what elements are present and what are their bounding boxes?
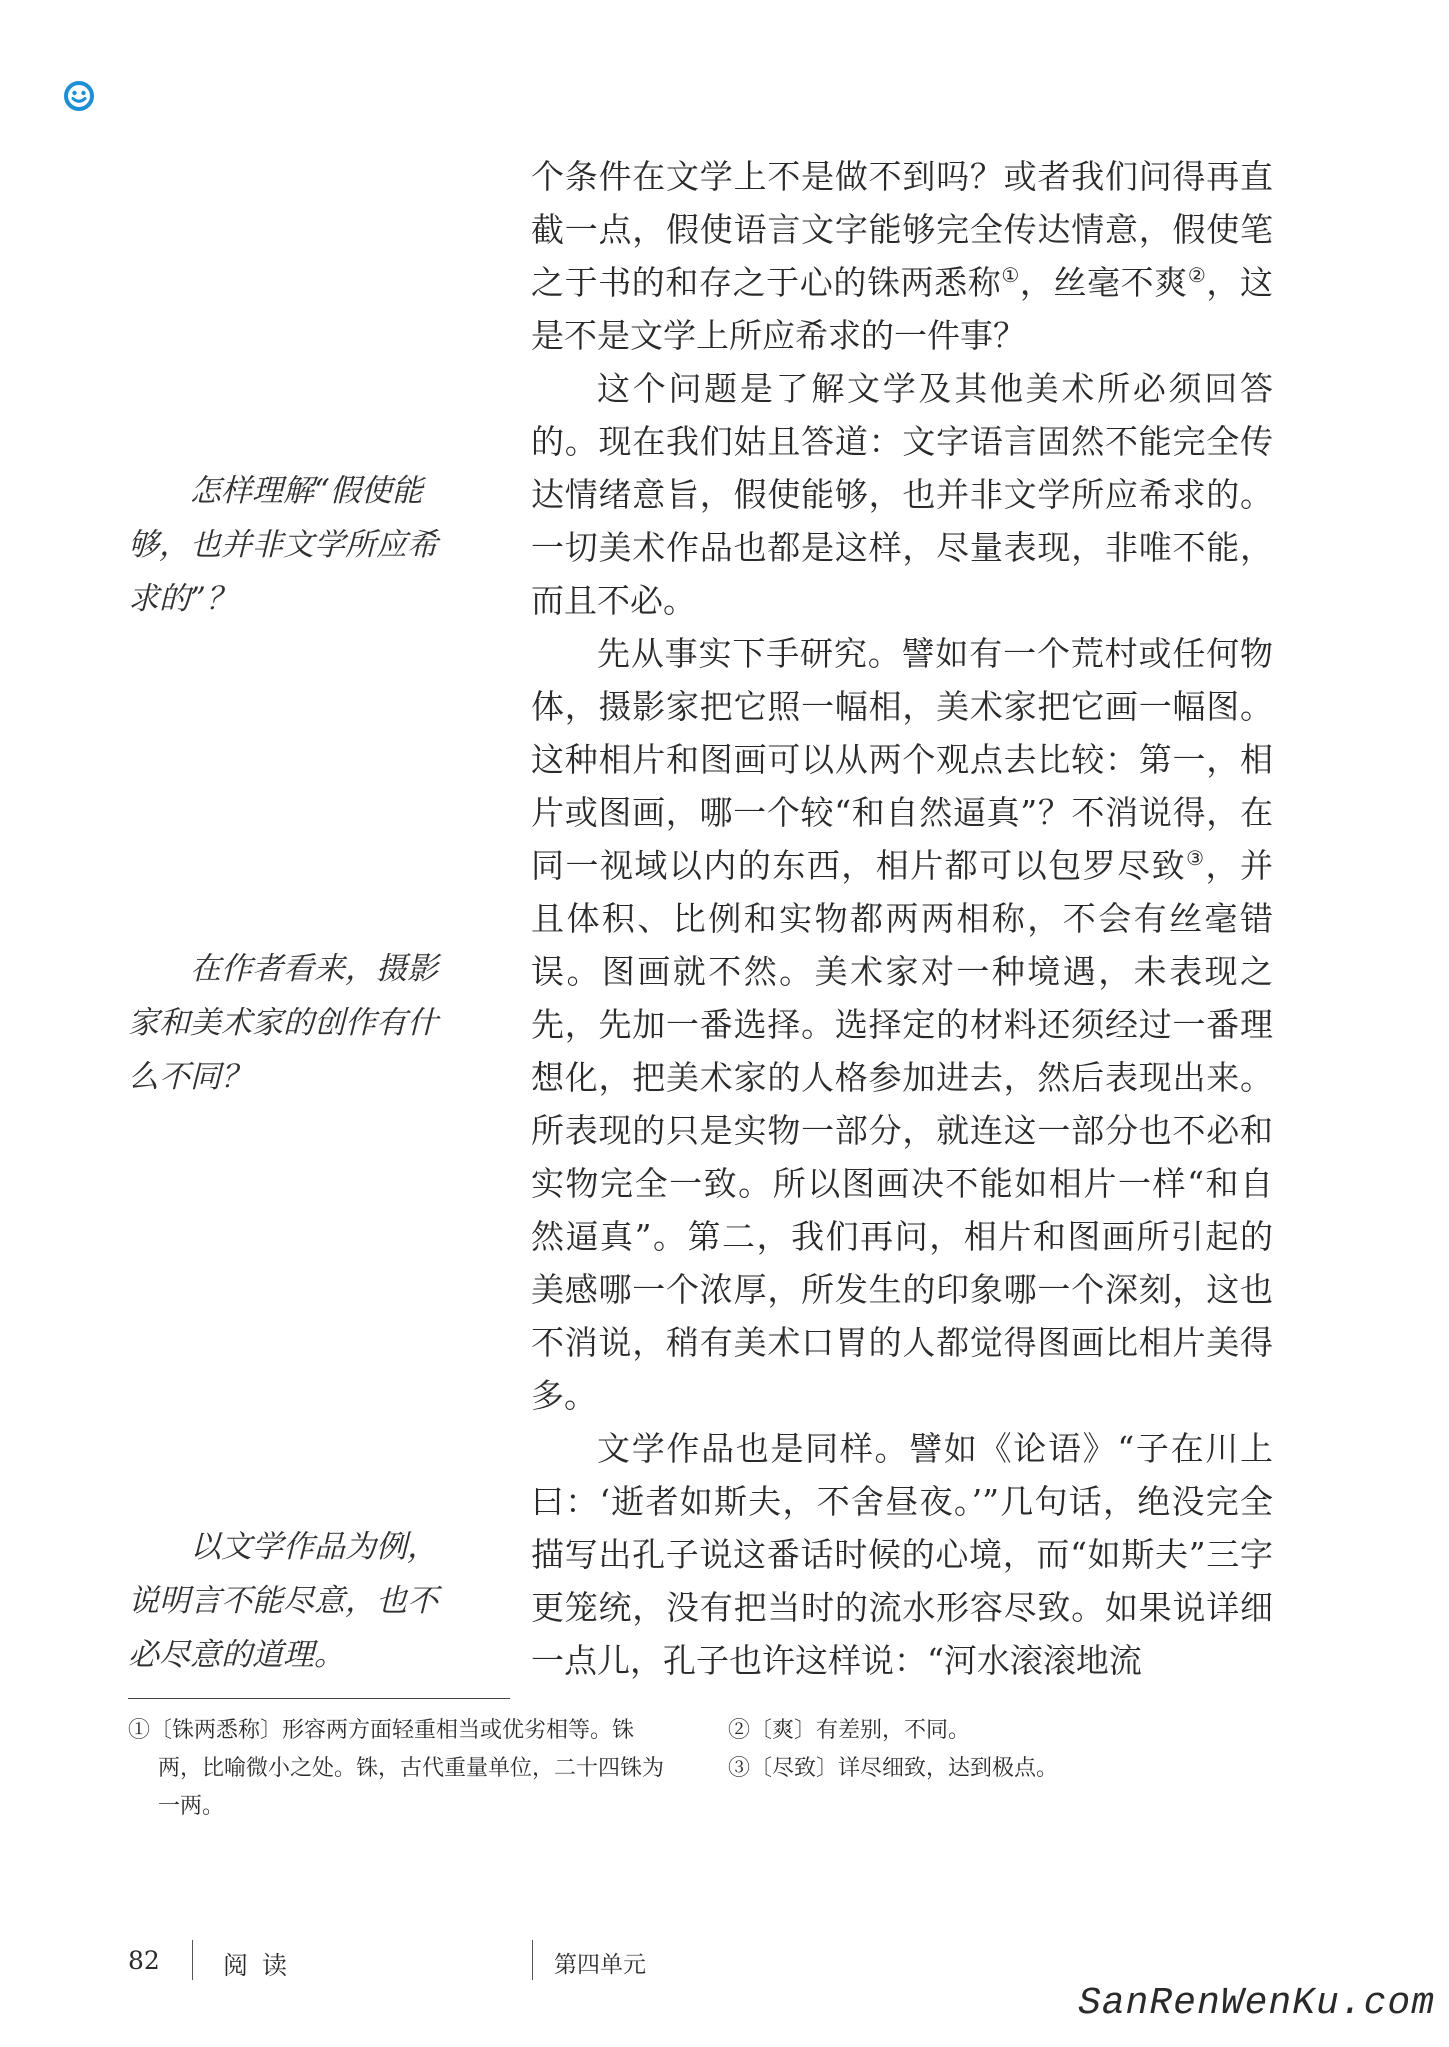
footnote-ref-2: ② xyxy=(1187,263,1207,287)
side-note-2: 在作者看来，摄影家和美术家的创作有什么不同？ xyxy=(128,951,438,1095)
footer-divider xyxy=(532,1940,533,1980)
section-name: 阅读 xyxy=(223,1951,302,1980)
paragraph-1-text-a: 个条件在文学上不是做不到吗？或者我们问得再直截一点，假使语言文字能够完全传达情意，假使笔之于书的和存之于心的铢两悉称 xyxy=(531,157,1273,302)
paragraph-2: 这个问题是了解文学及其他美术所必须回答的。现在我们姑且答道：文字语言固然不能完全传达情绪意旨，假使能够，也并非文学所应希求的。一切美术作品也都是这样，尽量表现，非唯不能，而且不必。 xyxy=(531,369,1273,620)
page-footer xyxy=(128,1940,1128,1990)
paragraph-1-text-c: ，这是不是文学上所应希求的一件事？ xyxy=(531,263,1274,355)
paragraph-3 xyxy=(531,627,1273,1422)
footnote-ref-1: ① xyxy=(1001,263,1020,287)
smiley-face-icon xyxy=(63,80,95,112)
footer-divider xyxy=(192,1940,193,1980)
paragraph-1 xyxy=(531,150,1273,362)
footnotes-right xyxy=(728,1712,1288,1788)
unit-name: 第四单元 xyxy=(554,1952,646,1978)
footnote-2: ②〔爽〕有差别，不同。 xyxy=(728,1718,971,1743)
paragraph-1-text-b: ，丝毫不爽 xyxy=(1019,263,1188,302)
paragraph-3-text-b: ，并且体积、比例和实物都两两相称，不会有丝毫错误。图画就不然。美术家对一种境遇，未表现之先，先加一番选择。选择定的材料还须经过一番理想化，把美术家的人格参加进去，然后表现出来。所表现的只是实物一部分，就连这一部分也不必和实物完全一致。所以图画决不能如相片一样“和自然逼真”。第二，我们再问，相片和图画所引起的美感哪一个浓厚，所发生的印象哪一个深刻，这也不消说，稍有美术口胃的人都觉得图画比相片美得多。 xyxy=(531,846,1274,1415)
main-text xyxy=(531,150,1273,1687)
side-note-1: 怎样理解“假使能够，也并非文学所应希求的”？ xyxy=(128,473,438,617)
paragraph-3-text-a: 先从事实下手研究。譬如有一个荒村或任何物体，摄影家把它照一幅相，美术家把它画一幅图。这种相片和图画可以从两个观点去比较：第一，相片或图画，哪一个较“和自然逼真”？不消说得，在同一视域以内的东西，相片都可以包罗尽致 xyxy=(531,634,1273,885)
paragraph-4: 文学作品也是同样。譬如《论语》“子在川上曰：‘逝者如斯夫，不舍昼夜。’”几句话，绝没完全描写出孔子说这番话时候的心境，而“如斯夫”三字更笼统，没有把当时的流水形容尽致。如果说详细一点儿，孔子也许这样说：“河水滚滚地流 xyxy=(531,1429,1273,1680)
side-note-3: 以文学作品为例，说明言不能尽意，也不必尽意的道理。 xyxy=(128,1529,438,1673)
footnote-divider xyxy=(128,1698,510,1699)
footnote-1: ①〔铢两悉称〕形容两方面轻重相当或优劣相等。铢两，比喻微小之处。铢，古代重量单位，二十四铢为一两。 xyxy=(128,1718,665,1819)
page-number: 82 xyxy=(128,1946,160,1975)
watermark: SanRenWenKu.com xyxy=(1077,1982,1435,2025)
footnote-3: ③〔尽致〕详尽细致，达到极点。 xyxy=(728,1756,1059,1781)
footnote-ref-3: ③ xyxy=(1186,846,1206,870)
footnotes-left xyxy=(128,1712,668,1826)
